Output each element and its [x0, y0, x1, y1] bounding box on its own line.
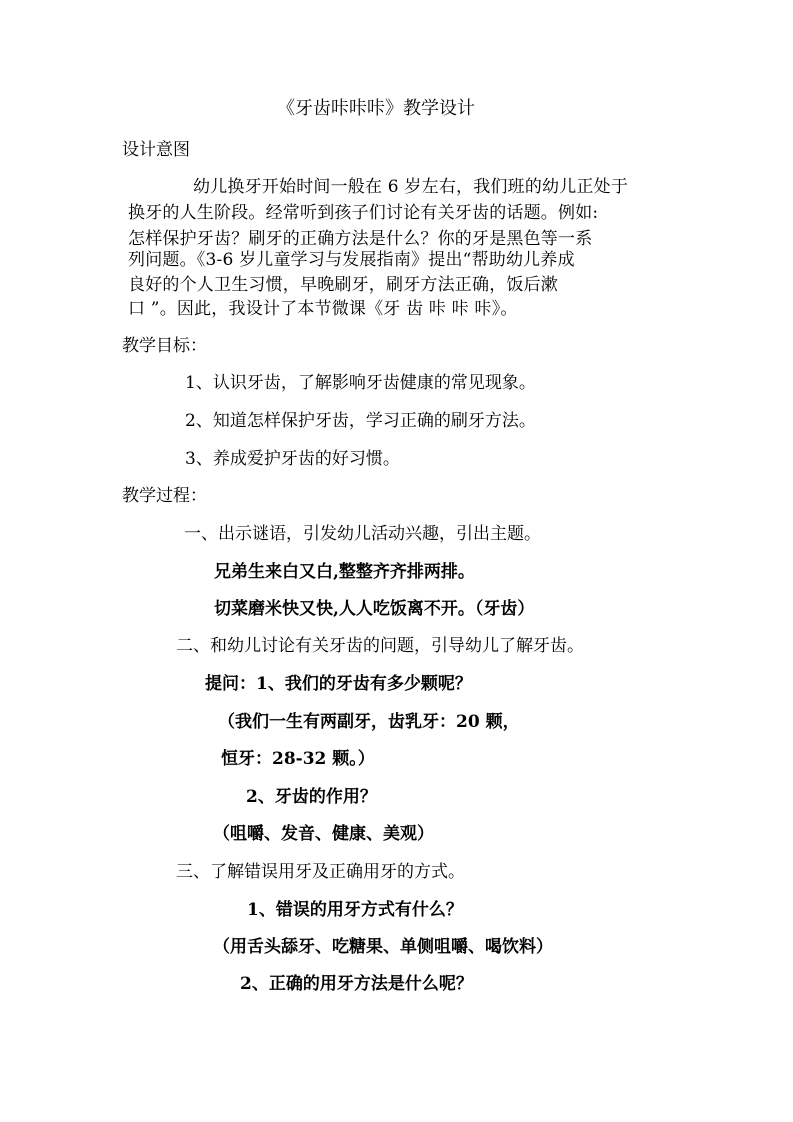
question-4: 2、正确的用牙方法是什么呢？ [240, 974, 473, 994]
design-intent-heading: 设计意图 [122, 140, 190, 160]
intro-line-3: 怎样保护牙齿？刷牙的正确方法是什么？你的牙是黑色等一系 [128, 229, 593, 249]
answer-1-line-2: 恒牙：28-32 颗。） [221, 749, 375, 769]
process-heading: 教学过程： [122, 486, 207, 506]
intro-line-2: 换牙的人生阶段。经常听到孩子们讨论有关牙齿的话题。例如: [128, 203, 599, 223]
question-1: 提问：1、我们的牙齿有多少颗呢？ [205, 674, 472, 694]
intro-line-1: 幼儿换牙开始时间一般在 6 岁左右，我们班的幼儿正处于 [193, 177, 629, 197]
intro-line-6: 口 ”。因此，我设计了本节微课《牙 齿 咔 咔 咔》。 [128, 299, 518, 319]
answer-3: （用舌头舔牙、吃糖果、单侧咀嚼、喝饮料） [213, 937, 553, 957]
question-3: 1、错误的用牙方式有什么？ [247, 900, 463, 920]
answer-1-line-1: （我们一生有两副牙，齿乳牙：20 颗， [218, 712, 520, 732]
question-2: 2、牙齿的作用？ [246, 787, 377, 807]
intro-line-5: 良好的个人卫生习惯，早晚刷牙，刷牙方法正确，饭后漱 [128, 275, 558, 295]
process-step-1: 一、出示谜语，引发幼儿活动兴趣，引出主题。 [184, 524, 541, 544]
goal-item-1: 1、认识牙齿，了解影响牙齿健康的常见现象。 [185, 373, 536, 393]
riddle-line-1: 兄弟生来白又白,整整齐齐排两排。 [214, 562, 475, 582]
answer-2: （咀嚼、发音、健康、美观） [213, 824, 434, 844]
riddle-line-2: 切菜磨米快又快,人人吃饭离不开。（牙齿） [214, 599, 535, 619]
goal-item-3: 3、养成爱护牙齿的好习惯。 [185, 449, 400, 469]
goal-item-2: 2、知道怎样保护牙齿，学习正确的刷牙方法。 [185, 411, 536, 431]
intro-line-4: 列问题。《3-6 岁儿童学习与发展指南》提出“帮助幼儿养成 [128, 250, 575, 270]
goals-heading: 教学目标： [122, 336, 207, 356]
document-title: 《牙齿咔咔咔》教学设计 [277, 98, 475, 119]
process-step-3: 三、了解错误用牙及正确用牙的方式。 [176, 862, 465, 882]
process-step-2: 二、和幼儿讨论有关牙齿的问题，引导幼儿了解牙齿。 [176, 636, 584, 656]
